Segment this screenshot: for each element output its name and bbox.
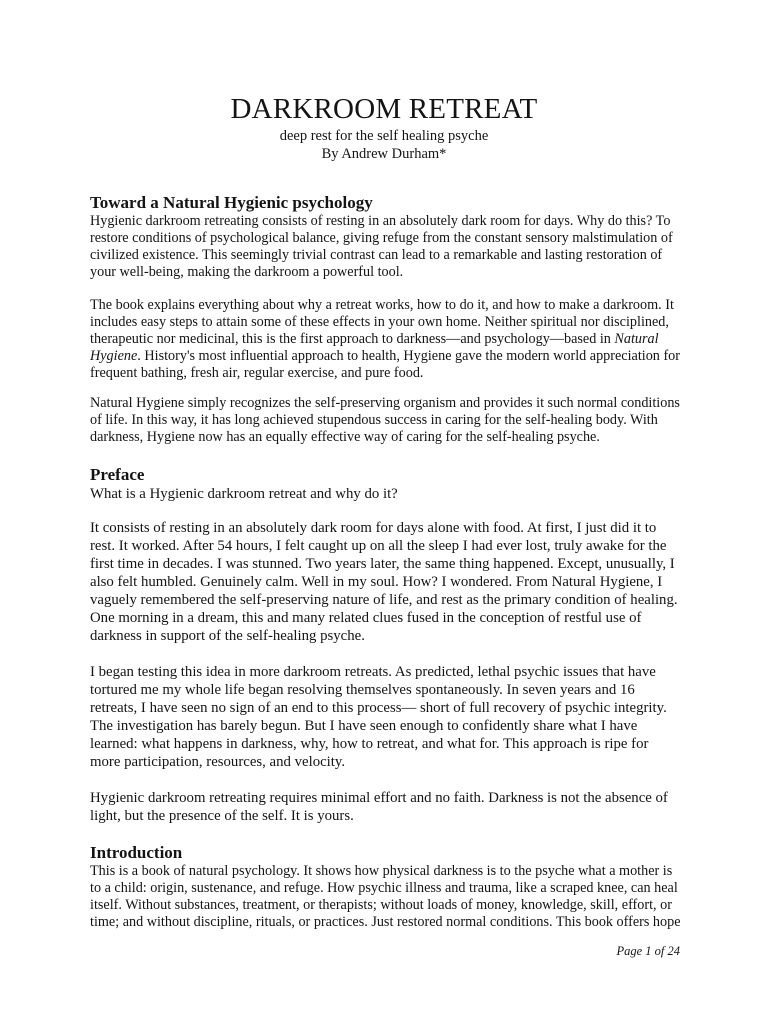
document-subtitle: deep rest for the self healing psyche xyxy=(279,128,489,144)
paragraph xyxy=(90,297,682,382)
page-number: Page 1 of 24 xyxy=(616,944,680,958)
preface-paragraph-3 xyxy=(90,789,682,825)
section-introduction xyxy=(90,843,682,931)
section-preface xyxy=(90,465,682,503)
paragraph: Natural Hygiene simply recognizes the self-preserving organism and provides it such normal conditions of life. In this way, it has long achieved stupendous success in caring for the self-healing body. With darkness, Hygiene now has an equally effective way of caring for the self-healing psyche. xyxy=(90,395,680,445)
document-byline: By Andrew Durham* xyxy=(321,146,447,162)
italic-text: Natural Hygiene xyxy=(90,331,659,364)
preface-paragraph-2 xyxy=(90,663,682,771)
section-heading: Introduction xyxy=(90,843,183,862)
preface-paragraph-1 xyxy=(90,519,682,645)
section-heading: Toward a Natural Hygienic psychology xyxy=(90,193,373,212)
section-heading: Preface xyxy=(90,465,145,484)
section-paragraph-natural-hygiene xyxy=(90,395,682,446)
paragraph-text: The book explains everything about why a retreat works, how to do it, and how to make a darkroom. It includes easy steps to attain some of these effects in your own home. Neither spiritual nor disciplined, therapeutic nor medicinal, this is the first approach to darkness—and psychology—based in xyxy=(90,297,674,347)
section-paragraph-book-explains xyxy=(90,297,682,382)
paragraph: What is a Hygienic darkroom retreat and why do it? xyxy=(90,486,398,502)
paragraph: Hygienic darkroom retreating requires minimal effort and no faith. Darkness is not the absence of light, but the presence of the self. It is yours. xyxy=(90,790,668,824)
paragraph: I began testing this idea in more darkroom retreats. As predicted, lethal psychic issues that have tortured me my whole life began resolving themselves spontaneously. In seven years and 16 retreats, I have seen no sign of an end to this process— short of full recovery of psychic integrity. The investigation has barely begun. But I have seen enough to confidently share what I have learned: what happens in darkness, why, how to retreat, and what for. This approach is ripe for more participation, resources, and velocity. xyxy=(90,664,667,770)
section-toward-natural-hygienic-psychology xyxy=(90,193,682,281)
document-title: DARKROOM RETREAT xyxy=(230,93,538,125)
paragraph: It consists of resting in an absolutely dark room for days alone with food. At first, I just did it to rest. It worked. After 54 hours, I felt caught up on all the sleep I had ever lost, truly awake for the first time in decades. I was stunned. Two years later, the same thing happened. Except, unusually, I also felt humbled. Genuinely calm. Well in my soul. How? I wondered. From Natural Hygiene, I vaguely remembered the self-preserving nature of life, and rest as the primary condition of healing. One morning in a dream, this and many related clues fused in the conception of restful use of darkness in support of the self-healing psyche. xyxy=(90,520,678,644)
paragraph: Hygienic darkroom retreating consists of resting in an absolutely dark room for days. Why do this? To restore conditions of psychological balance, giving refuge from the constant sensory malstimulation of civilized existence. This seemingly trivial contrast can lead to a remarkable and lasting restoration of your well-being, making the darkroom a powerful tool. xyxy=(90,213,673,280)
paragraph-text: . History's most influential approach to health, Hygiene gave the modern world appreciation for frequent bathing, fresh air, regular exercise, and pure food. xyxy=(90,348,680,381)
paragraph: This is a book of natural psychology. It shows how physical darkness is to the psyche what a mother is to a child: origin, sustenance, and refuge. How psychic illness and trauma, like a scraped knee, can heal itself. Without substances, treatment, or therapists; without loads of money, knowledge, skill, effort, or time; and without discipline, rituals, or practices. Just restored normal conditions. This book offers hope xyxy=(90,863,681,930)
